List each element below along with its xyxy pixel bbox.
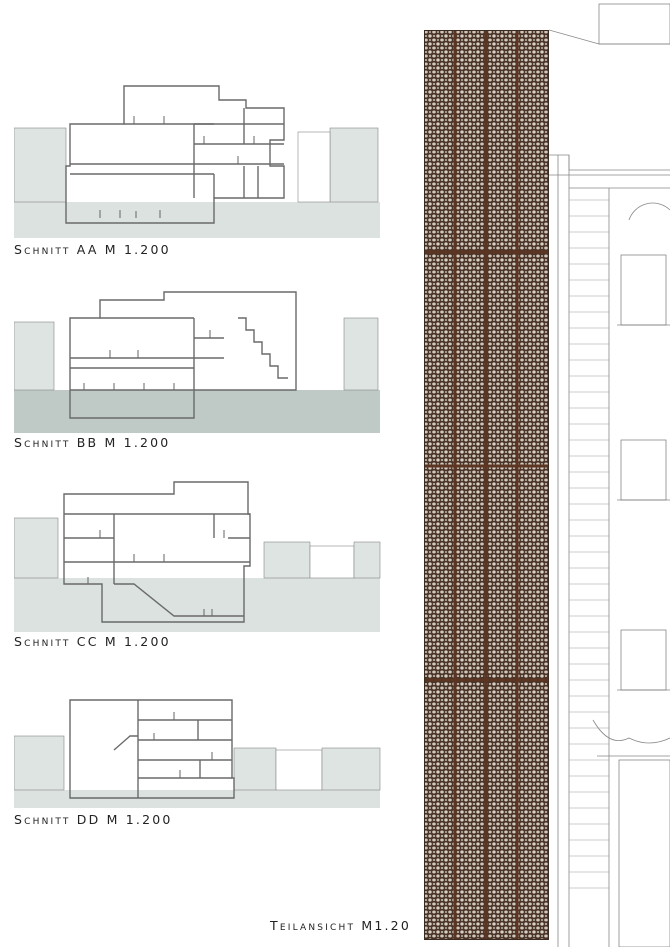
- neighbor-left: [14, 518, 58, 578]
- neighbor-elevation: [549, 0, 670, 947]
- section-aa: [14, 78, 384, 257]
- section-cc-drawing: [14, 474, 384, 632]
- neighbor-right: [330, 128, 378, 202]
- neighbor-right: [344, 318, 378, 390]
- ground-fill: [14, 578, 380, 632]
- section-dd-label: Schnitt DD M 1.200: [14, 812, 173, 827]
- neighbor-end: [354, 542, 380, 578]
- neighbor-mid: [298, 132, 330, 202]
- facade-panel: [424, 30, 549, 940]
- section-aa-label: Schnitt AA M 1.200: [14, 242, 171, 257]
- figures: [84, 330, 210, 390]
- section-aa-drawing: [14, 78, 384, 238]
- neighbor-right: [234, 748, 276, 790]
- section-bb-drawing: [14, 278, 384, 433]
- ground-fill: [14, 202, 380, 238]
- neighbor-mid: [276, 750, 322, 790]
- neighbor-left: [14, 736, 64, 790]
- figures: [154, 712, 212, 778]
- neighbor-far-right: [310, 546, 354, 578]
- building-outline: [70, 700, 234, 798]
- neighbor-end: [322, 748, 380, 790]
- neighbor-left: [14, 128, 66, 202]
- neighbor-right: [264, 542, 310, 578]
- ground-fill: [14, 390, 380, 433]
- section-dd: [14, 690, 384, 827]
- ground-fill: [14, 790, 380, 808]
- section-cc: [14, 474, 384, 649]
- section-dd-drawing: [14, 690, 384, 808]
- section-cc-label: Schnitt CC M 1.200: [14, 634, 171, 649]
- section-bb: [14, 278, 384, 450]
- facade-label: Teilansicht M1.20: [270, 918, 411, 933]
- section-bb-label: Schnitt BB M 1.200: [14, 435, 171, 450]
- neighbor-left: [14, 322, 54, 390]
